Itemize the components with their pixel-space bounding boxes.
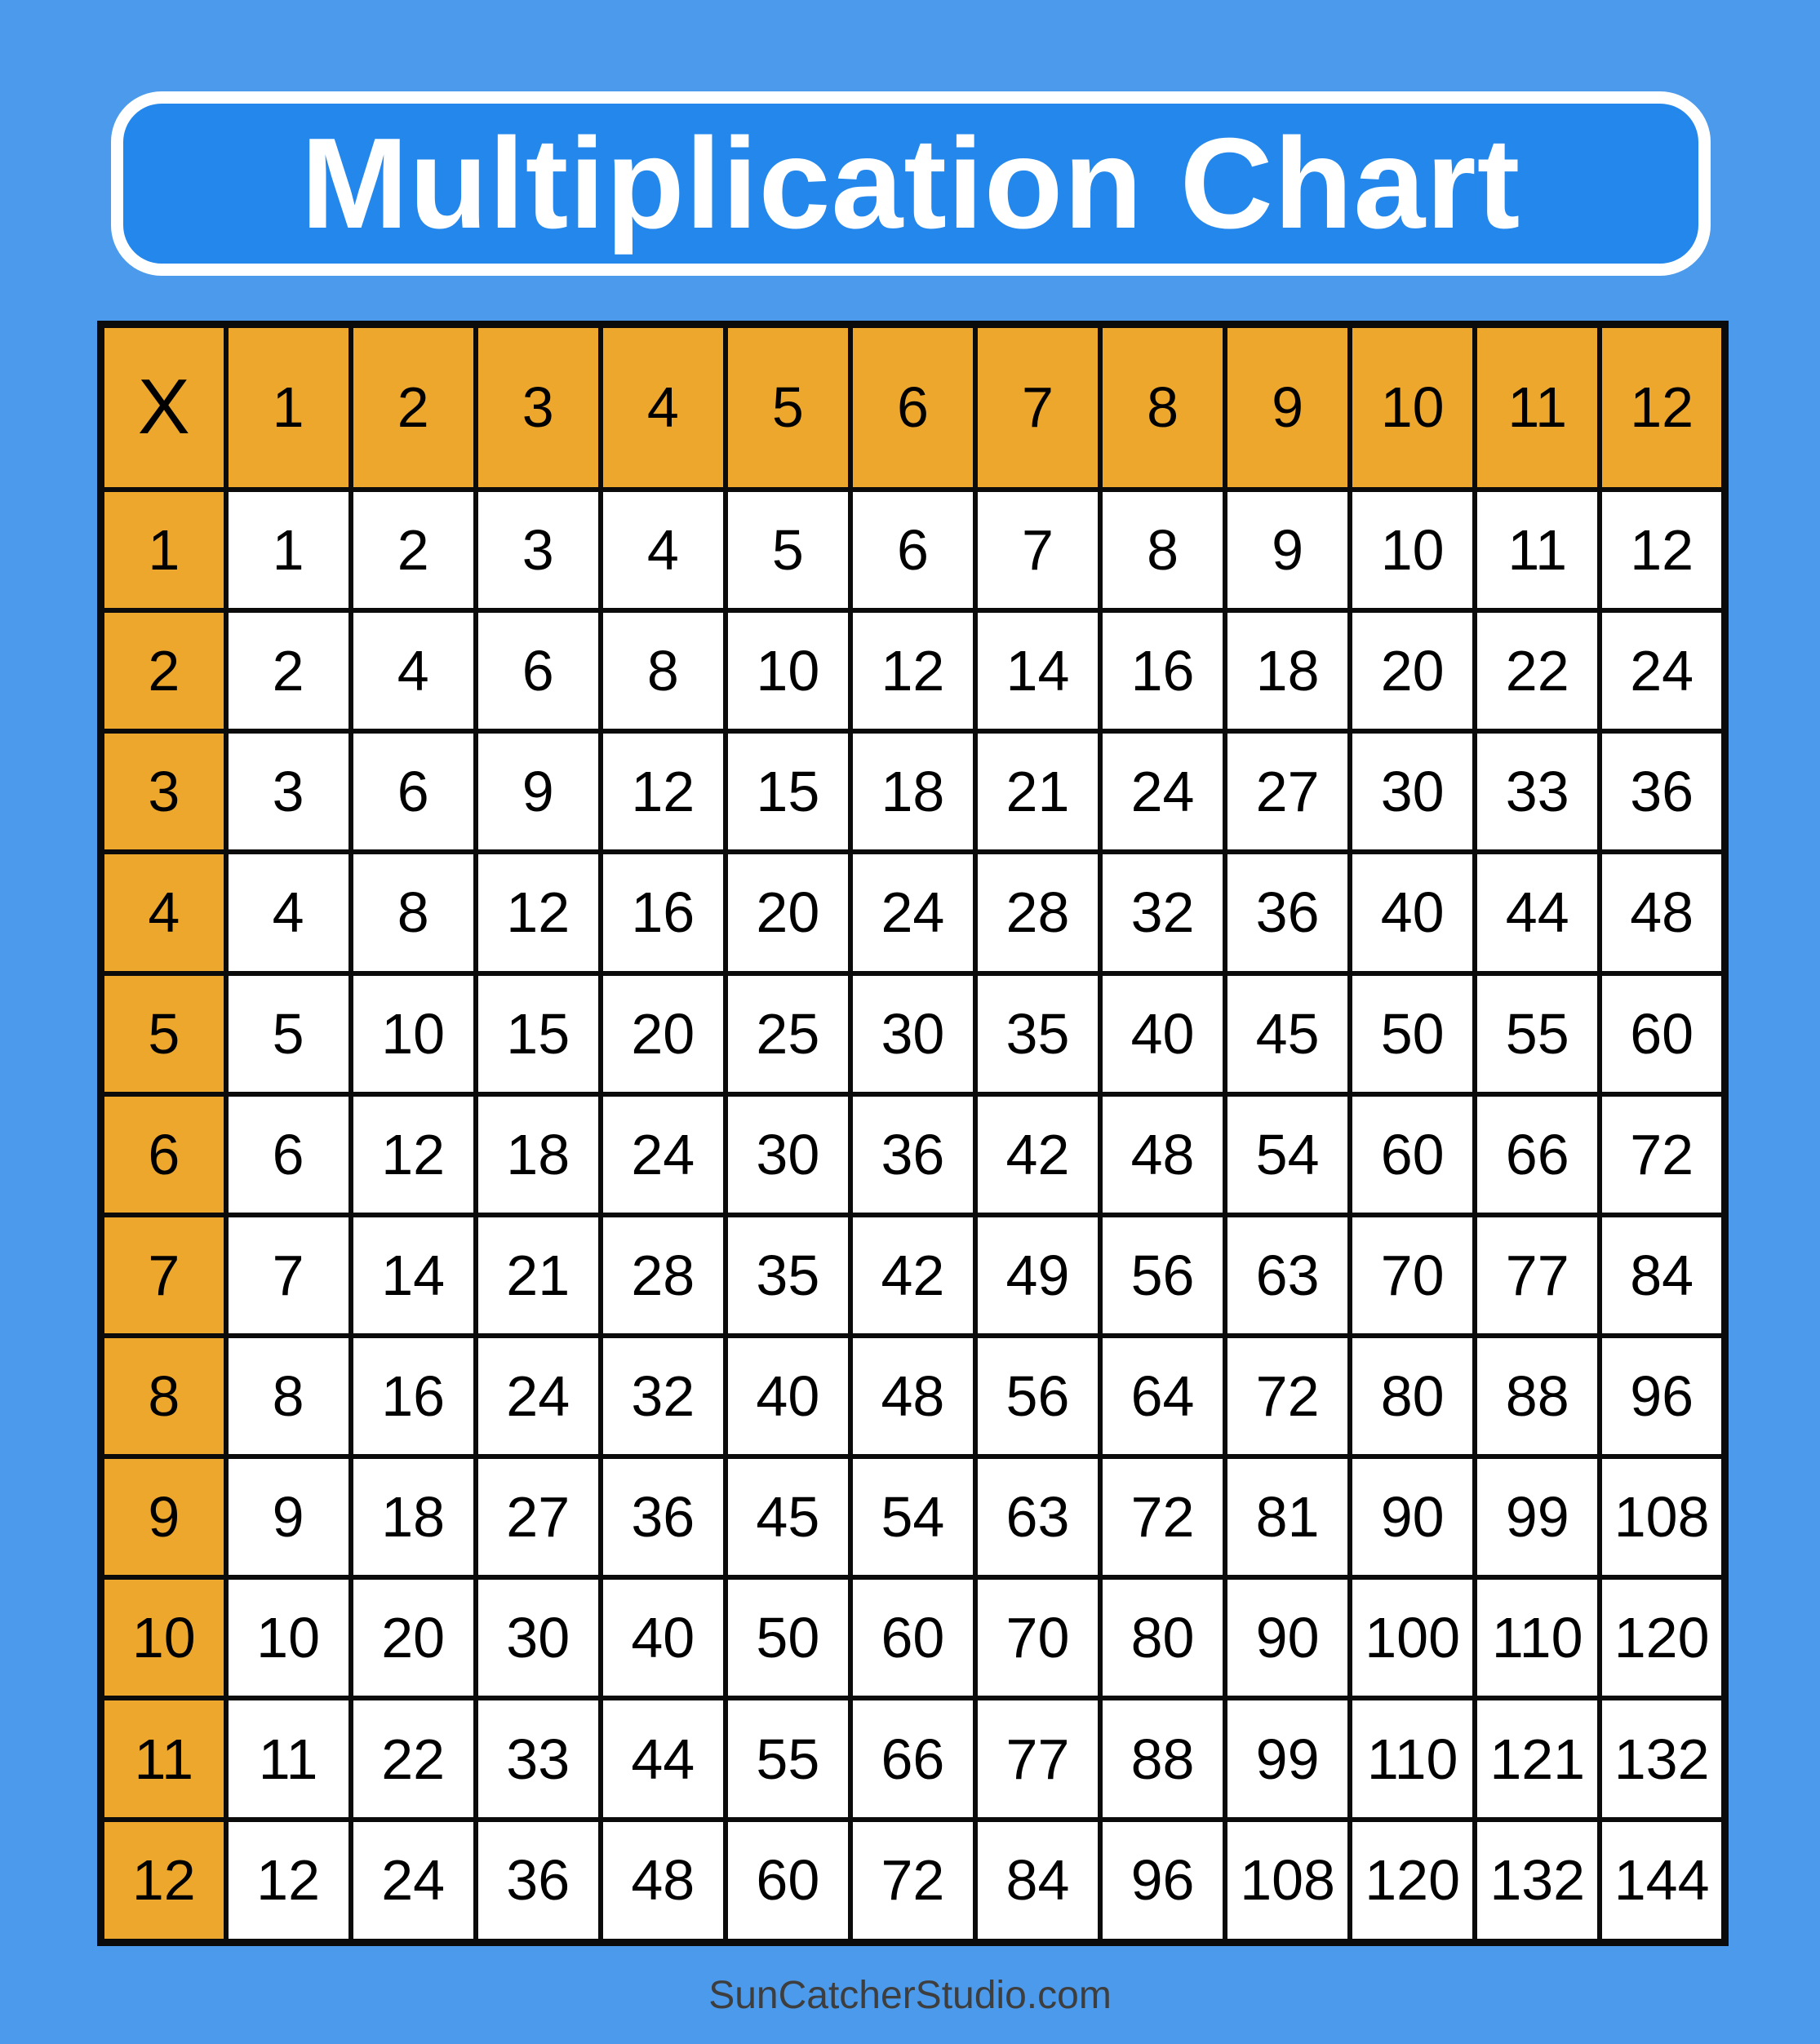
product-cell: 70 xyxy=(1350,1215,1475,1336)
product-cell: 88 xyxy=(1475,1336,1600,1457)
product-cell: 20 xyxy=(1350,610,1475,731)
product-cell: 90 xyxy=(1350,1457,1475,1577)
product-cell: 77 xyxy=(1475,1215,1600,1336)
product-cell: 10 xyxy=(1350,490,1475,610)
product-cell: 7 xyxy=(226,1215,351,1336)
product-cell: 63 xyxy=(975,1457,1100,1577)
product-cell: 72 xyxy=(850,1820,975,1943)
product-cell: 36 xyxy=(601,1457,726,1577)
product-cell: 48 xyxy=(601,1820,726,1943)
product-cell: 6 xyxy=(226,1094,351,1215)
product-cell: 66 xyxy=(1475,1094,1600,1215)
row-header-cell: 3 xyxy=(101,731,226,852)
product-cell: 96 xyxy=(1600,1336,1725,1457)
product-cell: 18 xyxy=(351,1457,476,1577)
product-cell: 28 xyxy=(601,1215,726,1336)
product-cell: 60 xyxy=(726,1820,850,1943)
footer xyxy=(0,1946,1820,2044)
product-cell: 72 xyxy=(1600,1094,1725,1215)
product-cell: 4 xyxy=(351,610,476,731)
product-cell: 24 xyxy=(476,1336,601,1457)
title-banner xyxy=(111,91,1711,276)
product-cell: 56 xyxy=(1100,1215,1225,1336)
product-cell: 12 xyxy=(226,1820,351,1943)
product-cell: 12 xyxy=(601,731,726,852)
product-cell: 14 xyxy=(975,610,1100,731)
product-cell: 20 xyxy=(351,1577,476,1698)
row-header-cell: 12 xyxy=(101,1820,226,1943)
table-row xyxy=(101,1820,1725,1943)
product-cell: 15 xyxy=(476,973,601,1094)
row-header-cell: 2 xyxy=(101,610,226,731)
product-cell: 120 xyxy=(1600,1577,1725,1698)
product-cell: 56 xyxy=(975,1336,1100,1457)
product-cell: 70 xyxy=(975,1577,1100,1698)
product-cell: 54 xyxy=(1225,1094,1350,1215)
product-cell: 60 xyxy=(1350,1094,1475,1215)
table-row xyxy=(101,1457,1725,1577)
product-cell: 50 xyxy=(1350,973,1475,1094)
product-cell: 30 xyxy=(850,973,975,1094)
product-cell: 80 xyxy=(1350,1336,1475,1457)
product-cell: 80 xyxy=(1100,1577,1225,1698)
table-row xyxy=(101,1094,1725,1215)
product-cell: 132 xyxy=(1475,1820,1600,1943)
product-cell: 45 xyxy=(726,1457,850,1577)
product-cell: 50 xyxy=(726,1577,850,1698)
product-cell: 132 xyxy=(1600,1698,1725,1819)
column-header-cell: 3 xyxy=(476,325,601,490)
product-cell: 9 xyxy=(476,731,601,852)
product-cell: 21 xyxy=(975,731,1100,852)
product-cell: 48 xyxy=(1600,852,1725,973)
product-cell: 5 xyxy=(726,490,850,610)
footer-credit: SunCatcherStudio.com xyxy=(708,1973,1112,2017)
product-cell: 99 xyxy=(1225,1698,1350,1819)
product-cell: 24 xyxy=(351,1820,476,1943)
column-header-cell: 1 xyxy=(226,325,351,490)
column-header-cell: 5 xyxy=(726,325,850,490)
product-cell: 25 xyxy=(726,973,850,1094)
product-cell: 22 xyxy=(351,1698,476,1819)
column-header-cell: 4 xyxy=(601,325,726,490)
header-row xyxy=(101,325,1725,490)
product-cell: 12 xyxy=(351,1094,476,1215)
product-cell: 120 xyxy=(1350,1820,1475,1943)
product-cell: 121 xyxy=(1475,1698,1600,1819)
product-cell: 12 xyxy=(476,852,601,973)
product-cell: 40 xyxy=(1100,973,1225,1094)
table-row xyxy=(101,731,1725,852)
product-cell: 11 xyxy=(1475,490,1600,610)
product-cell: 99 xyxy=(1475,1457,1600,1577)
product-cell: 33 xyxy=(476,1698,601,1819)
product-cell: 10 xyxy=(351,973,476,1094)
product-cell: 20 xyxy=(601,973,726,1094)
product-cell: 32 xyxy=(1100,852,1225,973)
product-cell: 16 xyxy=(601,852,726,973)
column-header-cell: 9 xyxy=(1225,325,1350,490)
product-cell: 18 xyxy=(476,1094,601,1215)
product-cell: 77 xyxy=(975,1698,1100,1819)
product-cell: 3 xyxy=(226,731,351,852)
product-cell: 30 xyxy=(1350,731,1475,852)
product-cell: 9 xyxy=(226,1457,351,1577)
table-row xyxy=(101,852,1725,973)
corner-cell: X xyxy=(101,325,226,490)
product-cell: 15 xyxy=(726,731,850,852)
table-row xyxy=(101,1698,1725,1819)
product-cell: 6 xyxy=(351,731,476,852)
product-cell: 60 xyxy=(1600,973,1725,1094)
product-cell: 6 xyxy=(850,490,975,610)
column-header-cell: 7 xyxy=(975,325,1100,490)
product-cell: 9 xyxy=(1225,490,1350,610)
product-cell: 4 xyxy=(226,852,351,973)
product-cell: 84 xyxy=(1600,1215,1725,1336)
product-cell: 72 xyxy=(1100,1457,1225,1577)
row-header-cell: 5 xyxy=(101,973,226,1094)
column-header-cell: 10 xyxy=(1350,325,1475,490)
product-cell: 1 xyxy=(226,490,351,610)
product-cell: 48 xyxy=(1100,1094,1225,1215)
product-cell: 36 xyxy=(1600,731,1725,852)
product-cell: 72 xyxy=(1225,1336,1350,1457)
product-cell: 44 xyxy=(1475,852,1600,973)
product-cell: 108 xyxy=(1600,1457,1725,1577)
page-title: Multiplication Chart xyxy=(300,112,1521,255)
product-cell: 12 xyxy=(850,610,975,731)
table-row xyxy=(101,1215,1725,1336)
row-header-cell: 4 xyxy=(101,852,226,973)
product-cell: 55 xyxy=(726,1698,850,1819)
product-cell: 18 xyxy=(1225,610,1350,731)
product-cell: 18 xyxy=(850,731,975,852)
row-header-cell: 6 xyxy=(101,1094,226,1215)
product-cell: 8 xyxy=(601,610,726,731)
column-header-cell: 11 xyxy=(1475,325,1600,490)
product-cell: 12 xyxy=(1600,490,1725,610)
product-cell: 88 xyxy=(1100,1698,1225,1819)
product-cell: 30 xyxy=(476,1577,601,1698)
multiplication-table xyxy=(97,321,1729,1946)
product-cell: 36 xyxy=(1225,852,1350,973)
product-cell: 144 xyxy=(1600,1820,1725,1943)
product-cell: 5 xyxy=(226,973,351,1094)
product-cell: 30 xyxy=(726,1094,850,1215)
product-cell: 27 xyxy=(1225,731,1350,852)
row-header-cell: 7 xyxy=(101,1215,226,1336)
product-cell: 40 xyxy=(726,1336,850,1457)
product-cell: 24 xyxy=(1100,731,1225,852)
product-cell: 8 xyxy=(1100,490,1225,610)
product-cell: 48 xyxy=(850,1336,975,1457)
product-cell: 6 xyxy=(476,610,601,731)
product-cell: 55 xyxy=(1475,973,1600,1094)
product-cell: 33 xyxy=(1475,731,1600,852)
product-cell: 63 xyxy=(1225,1215,1350,1336)
row-header-cell: 1 xyxy=(101,490,226,610)
product-cell: 84 xyxy=(975,1820,1100,1943)
product-cell: 24 xyxy=(850,852,975,973)
product-cell: 90 xyxy=(1225,1577,1350,1698)
product-cell: 60 xyxy=(850,1577,975,1698)
column-header-cell: 12 xyxy=(1600,325,1725,490)
product-cell: 28 xyxy=(975,852,1100,973)
table-row xyxy=(101,490,1725,610)
product-cell: 100 xyxy=(1350,1577,1475,1698)
product-cell: 96 xyxy=(1100,1820,1225,1943)
product-cell: 3 xyxy=(476,490,601,610)
product-cell: 10 xyxy=(226,1577,351,1698)
table-row xyxy=(101,1577,1725,1698)
column-header-cell: 8 xyxy=(1100,325,1225,490)
product-cell: 40 xyxy=(601,1577,726,1698)
row-header-cell: 11 xyxy=(101,1698,226,1819)
product-cell: 66 xyxy=(850,1698,975,1819)
product-cell: 36 xyxy=(850,1094,975,1215)
row-header-cell: 8 xyxy=(101,1336,226,1457)
product-cell: 35 xyxy=(726,1215,850,1336)
product-cell: 35 xyxy=(975,973,1100,1094)
product-cell: 16 xyxy=(351,1336,476,1457)
product-cell: 16 xyxy=(1100,610,1225,731)
product-cell: 49 xyxy=(975,1215,1100,1336)
product-cell: 11 xyxy=(226,1698,351,1819)
product-cell: 27 xyxy=(476,1457,601,1577)
product-cell: 24 xyxy=(1600,610,1725,731)
product-cell: 2 xyxy=(351,490,476,610)
table-row xyxy=(101,610,1725,731)
product-cell: 108 xyxy=(1225,1820,1350,1943)
product-cell: 54 xyxy=(850,1457,975,1577)
product-cell: 45 xyxy=(1225,973,1350,1094)
product-cell: 20 xyxy=(726,852,850,973)
product-cell: 10 xyxy=(726,610,850,731)
product-cell: 42 xyxy=(850,1215,975,1336)
product-cell: 81 xyxy=(1225,1457,1350,1577)
product-cell: 64 xyxy=(1100,1336,1225,1457)
row-header-cell: 10 xyxy=(101,1577,226,1698)
product-cell: 22 xyxy=(1475,610,1600,731)
table-row xyxy=(101,973,1725,1094)
product-cell: 110 xyxy=(1350,1698,1475,1819)
product-cell: 7 xyxy=(975,490,1100,610)
product-cell: 44 xyxy=(601,1698,726,1819)
column-header-cell: 2 xyxy=(351,325,476,490)
product-cell: 21 xyxy=(476,1215,601,1336)
product-cell: 14 xyxy=(351,1215,476,1336)
product-cell: 32 xyxy=(601,1336,726,1457)
table-row xyxy=(101,1336,1725,1457)
product-cell: 42 xyxy=(975,1094,1100,1215)
product-cell: 8 xyxy=(226,1336,351,1457)
product-cell: 24 xyxy=(601,1094,726,1215)
product-cell: 40 xyxy=(1350,852,1475,973)
product-cell: 36 xyxy=(476,1820,601,1943)
column-header-cell: 6 xyxy=(850,325,975,490)
product-cell: 8 xyxy=(351,852,476,973)
product-cell: 2 xyxy=(226,610,351,731)
product-cell: 110 xyxy=(1475,1577,1600,1698)
product-cell: 4 xyxy=(601,490,726,610)
row-header-cell: 9 xyxy=(101,1457,226,1577)
